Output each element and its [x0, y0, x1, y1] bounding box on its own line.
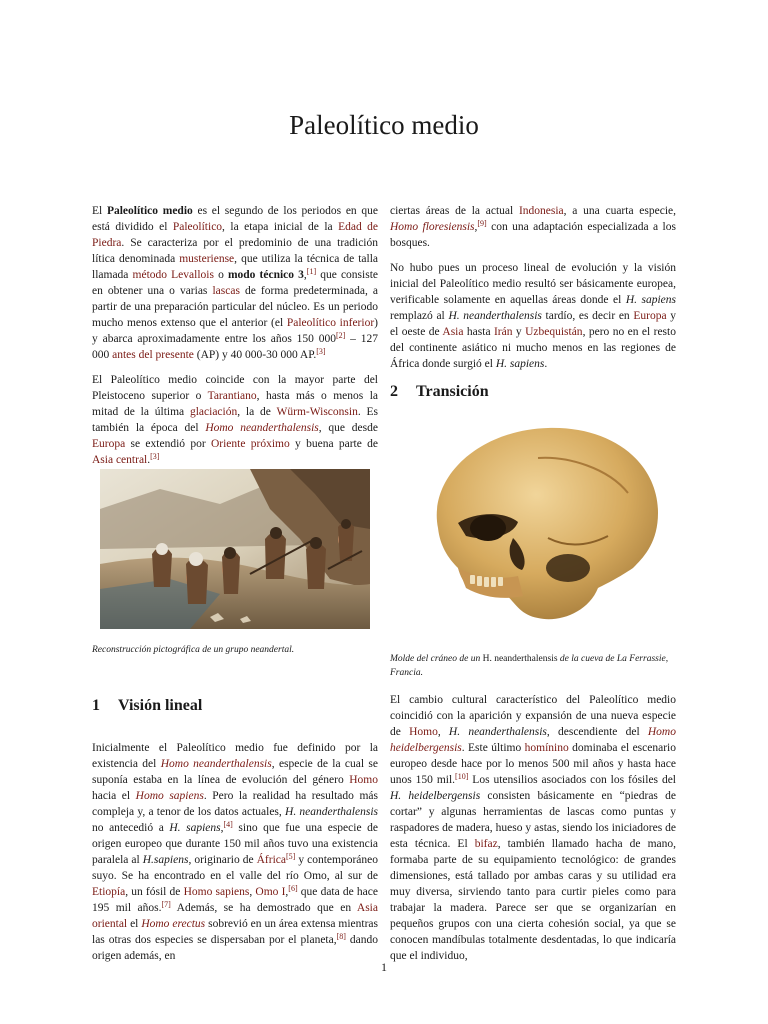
paragraph-pleistoceno: El Paleolítico medio coincide con la mayor parte del Pleistoceno superior o Tarantiano, hasta más o menos la mitad de la última glaciación, la de Würm-Wisconsin. Es también la época del Homo neanderthalensis, que desde Europa se extendió por Oriente próximo y buena parte de Asia central.[3]	[92, 374, 379, 466]
link-wurm-wisconsin[interactable]: Würm-Wisconsin	[276, 406, 358, 418]
citation-6[interactable]: [6]	[288, 884, 298, 893]
link-antes-del-presente[interactable]: antes del presente	[112, 349, 194, 361]
link-bifaz[interactable]: bifaz	[474, 838, 498, 850]
section-title: Visión lineal	[118, 697, 203, 714]
link-europa[interactable]: Europa	[633, 310, 667, 322]
section-heading-vision-lineal	[92, 697, 202, 715]
link-glaciacion[interactable]: glaciación	[189, 406, 238, 418]
link-iran[interactable]: Irán	[493, 326, 513, 338]
citation-2[interactable]: [2]	[335, 331, 346, 340]
paragraph-vision-lineal: Inicialmente el Paleolítico medio fue definido por la existencia del Homo neanderthalensis, especie de la cual se suponía estaba en la línea de evolución del género Homo hacia el Homo sapiens. Pero la realidad ha resultado más compleja y, a tenor de los datos actuales, H. neanderthalensis no antecedió a H. sapiens,[4] sino que fue una especie de origen europeo que durante 150 mil años tuvo una existencia paralela al H.sapiens, originario de África[5] y contemporáneo suyo. Se ha encontrado en el valle del río Omo, al sur de Etiopía, un fósil de Homo sapiens, Omo I,[6] que data de hace 195 mil años.[7] Además, se ha demostrado que en Asia oriental el Homo erectus sobrevió en un área extensa mientras las otras dos especies se dispersaban por el planeta,[8] dando origen además, en	[92, 742, 379, 962]
link-africa[interactable]: África	[256, 854, 286, 866]
link-paleolitico-inferior[interactable]: Paleolítico inferior	[286, 317, 375, 329]
citation-5[interactable]: [5]	[285, 852, 296, 861]
figure-caption-group: Reconstrucción pictográfica de un grupo neandertal.	[92, 645, 295, 655]
link-homo-sapiens[interactable]: Homo sapiens	[183, 886, 250, 898]
link-homo-neanderthalensis[interactable]: Homo neanderthalensis	[205, 422, 319, 434]
link-homo-heidelbergensis[interactable]: Homo heidelbergensis	[390, 726, 676, 754]
figure-caption-skull: Molde del cráneo de un H. neanderthalensis de la cueva de La Ferrassie, Francia.	[390, 654, 669, 678]
link-oriente-proximo[interactable]: Oriente próximo	[210, 438, 290, 450]
bold-term: modo técnico 3	[227, 269, 304, 281]
section-heading-transicion	[390, 383, 489, 401]
left-column-intro	[92, 203, 378, 468]
link-asia[interactable]: Asia	[442, 326, 464, 338]
right-column-top	[390, 203, 676, 372]
link-homo[interactable]: Homo	[349, 774, 378, 786]
link-musteriense[interactable]: musteriense	[179, 253, 235, 265]
citation-10[interactable]: [10]	[455, 772, 469, 781]
right-column-section-2	[390, 692, 676, 964]
link-homo-sapiens[interactable]: Homo sapiens	[135, 790, 204, 802]
link-edad-de-piedra[interactable]: Edad de Piedra	[92, 221, 378, 249]
citation-3[interactable]: [3]	[150, 452, 160, 461]
paragraph-cambio-cultural: El cambio cultural característico del Paleolítico medio coincidió con la aparición y expansión de una nueva especie de Homo, H. neanderthalensis, descendiente del Homo heidelbergensis. Este último homínino dominaba el escenario europeo desde hace por lo menos 500 mil años y hasta hace unos 150 mil.[10] Los utensilios asociados con los fósiles del H. heidelbergensis consisten básicamente en “piedras de cortar” y algunas herramientas de lascas como puntas y raspadores de madera, hueso y astas, siendo los iniciadores de esta técnica. El bifaz, también llamado hacha de mano, formaba parte de su equipamiento tecnológico: de grandes dimensiones, está tallado por ambas caras y su utilidad era muy diversa, sirviendo tanto para curtir pieles como para trabajar la madera. Parece ser que se organizarían en pequeños grupos con una cierta cohesión social, ya que se conocen mandíbulas totalmente desdentadas, lo que indicaría que el individuo,	[390, 694, 677, 962]
link-tarantiano[interactable]: Tarantiano	[207, 390, 257, 402]
citation-1[interactable]: [1]	[306, 267, 317, 276]
link-uzbequistan[interactable]: Uzbequistán	[525, 326, 583, 338]
link-homo[interactable]: Homo	[409, 726, 438, 738]
paragraph-no-lineal: No hubo pues un proceso lineal de evolución y la visión inicial del Paleolítico medio resultó ser básicamente europea, verificable solamente en aquellas áreas donde el H. sapiens remplazó al H. neanderthalensis tardío, es decir en Europa y el oeste de Asia hasta Irán y Uzbequistán, pero no en el resto del continente asiático ni mucho menos en las regiones de África donde surgió el H. sapiens.	[390, 262, 676, 370]
left-column-section-1	[92, 740, 378, 964]
painting-illustration	[100, 469, 370, 629]
link-europa[interactable]: Europa	[92, 438, 126, 450]
section-title: Transición	[416, 383, 489, 400]
citation-3[interactable]: [3]	[316, 347, 326, 356]
citation-7[interactable]: [7]	[161, 900, 171, 909]
neanderthal-skull-photo	[418, 418, 668, 628]
link-hominino[interactable]: homínino	[524, 742, 569, 754]
link-homo-neanderthalensis[interactable]: Homo neanderthalensis	[160, 758, 272, 770]
citation-4[interactable]: [4]	[223, 820, 233, 829]
page-number: 1	[381, 960, 387, 974]
page-title: Paleolítico medio	[289, 110, 479, 140]
link-indonesia[interactable]: Indonesia	[518, 205, 564, 217]
citation-9[interactable]: [9]	[477, 219, 487, 228]
bold-term: Paleolítico medio	[106, 205, 193, 217]
link-asia-oriental[interactable]: Asia oriental	[92, 902, 378, 930]
link-paleolitico[interactable]: Paleolítico	[172, 221, 223, 233]
link-asia-central[interactable]: Asia central	[92, 454, 148, 466]
paragraph-floresiensis: ciertas áreas de la actual Indonesia, a una cuarta especie, Homo floresiensis,[9] con una adaptación especializada a los bosques.	[390, 205, 676, 249]
citation-8[interactable]: [8]	[336, 932, 346, 941]
section-number: 2	[390, 383, 398, 400]
link-homo-floresiensis[interactable]: Homo floresiensis	[390, 221, 475, 233]
paragraph-intro: El Paleolítico medio es el segundo de los periodos en que está dividido el Paleolítico, la etapa inicial de la Edad de Piedra. Se caracteriza por el predominio de una tradición lítica denominada musteriense, que utiliza la técnica de talla llamada método Levallois o modo técnico 3,[1] que consiste en obtener una o varias lascas de forma predeterminada, a partir de una preparación particular del núcleo. Es un periodo mucho menos extenso que el anterior (el Paleolítico inferior) y abarca aproximadamente entre los años 150 000[2] – 127 000 antes del presente (AP) y 40 000-30 000 AP.[3]	[92, 205, 379, 361]
link-etiopia[interactable]: Etiopía	[92, 886, 126, 898]
section-number: 1	[92, 697, 100, 714]
link-homo-erectus[interactable]: Homo erectus	[141, 918, 206, 930]
skull-illustration	[418, 418, 668, 628]
link-lascas[interactable]: lascas	[212, 285, 240, 297]
neanderthal-group-painting	[100, 469, 370, 629]
link-omo-i[interactable]: Omo I	[255, 886, 286, 898]
link-metodo-levallois[interactable]: método Levallois	[132, 269, 214, 281]
